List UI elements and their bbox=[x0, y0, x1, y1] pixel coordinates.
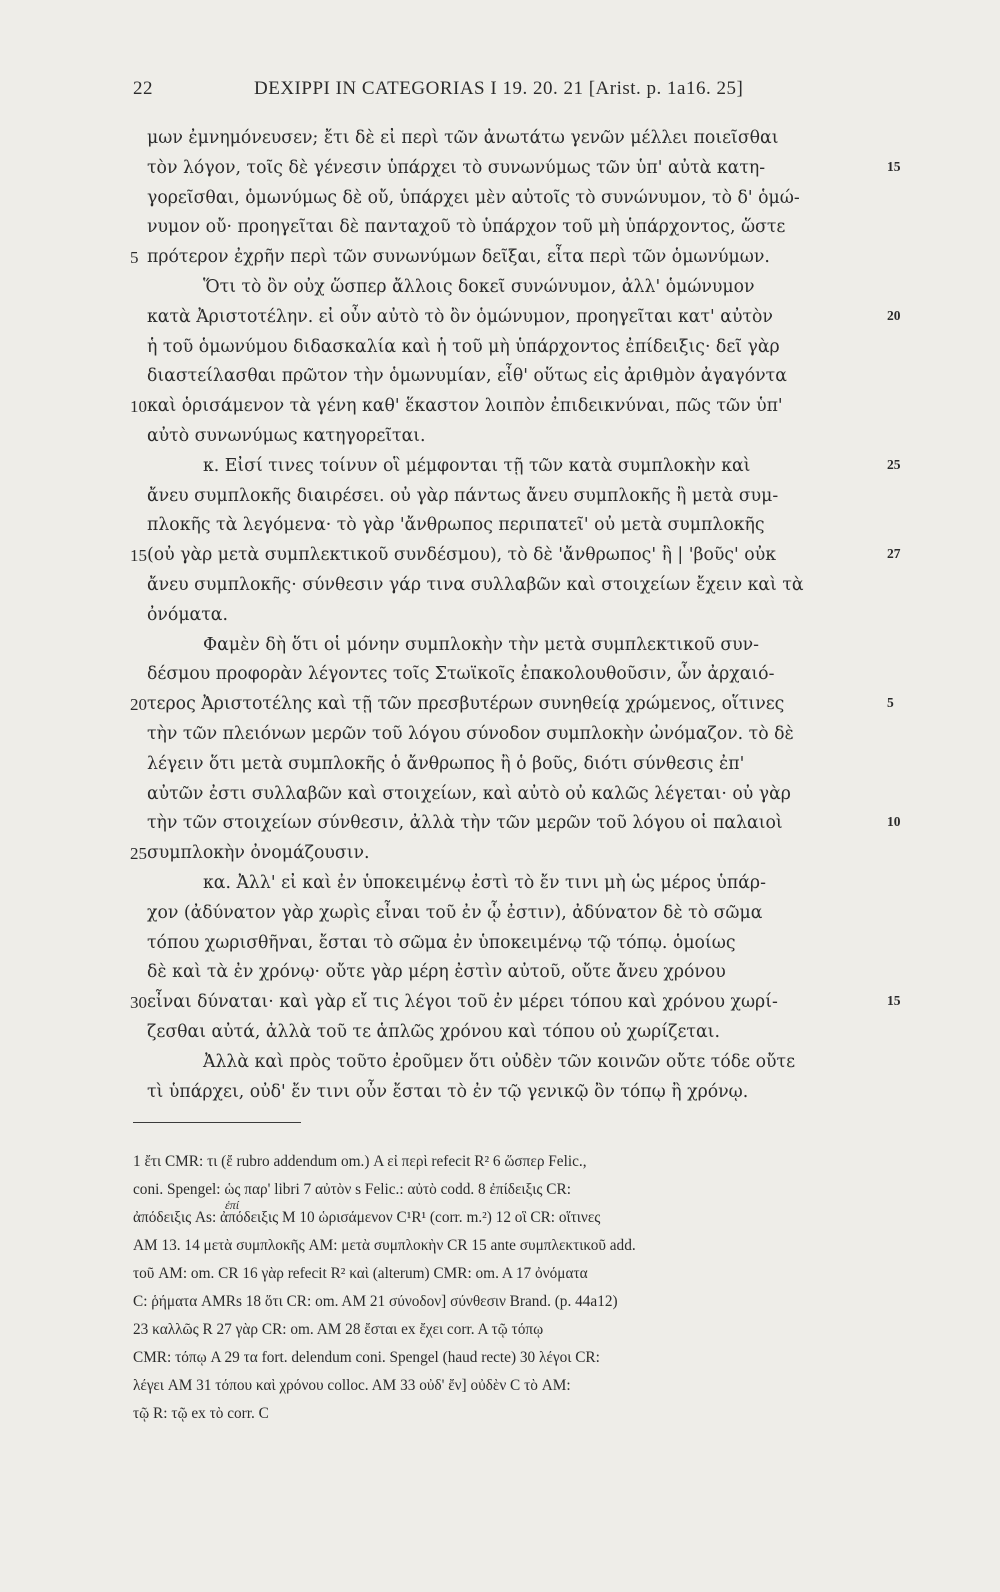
text-line-content: τὴν τῶν πλειόνων μερῶν τοῦ λόγου σύνοδον συμπλοκὴν ὠνόμαζον. τὸ δὲ bbox=[147, 723, 794, 744]
text-line bbox=[130, 541, 901, 571]
line-number-right: 10 bbox=[887, 814, 901, 830]
text-line bbox=[147, 362, 887, 392]
text-line bbox=[147, 720, 887, 750]
text-line-content: ἄνευ συμπλοκῆς· σύνθεσιν γάρ τινα συλλαβῶν καὶ στοιχείων ἔχειν καὶ τὰ bbox=[147, 574, 804, 595]
line-number-right: 25 bbox=[887, 456, 901, 472]
text-line-content: χον (ἀδύνατον γὰρ χωρὶς εἶναι τοῦ ἐν ᾧ ἐστιν), ἀδύνατον δὲ τὸ σῶμα bbox=[147, 902, 763, 923]
apparatus-line bbox=[133, 1316, 913, 1344]
text-line bbox=[147, 1018, 887, 1048]
text-line bbox=[147, 869, 887, 899]
line-number-left: 20 bbox=[130, 695, 147, 715]
apparatus-line bbox=[133, 1204, 913, 1232]
main-text bbox=[130, 124, 901, 1107]
text-line bbox=[147, 750, 887, 780]
text-line-content: δέσμου προφορὰν λέγοντες τοῖς Στωϊκοῖς ἐπακολουθοῦσιν, ὧν ἀρχαιό- bbox=[147, 664, 775, 685]
text-line bbox=[147, 213, 887, 243]
apparatus-line bbox=[133, 1232, 913, 1260]
text-line-content: Φαμὲν δὴ ὅτι οἱ μόνην συμπλοκὴν τὴν μετὰ συμπλεκτικοῦ συν- bbox=[203, 634, 759, 655]
line-number-right: 5 bbox=[887, 695, 894, 711]
text-line-content: συμπλοκὴν ὀνομάζουσιν. bbox=[147, 843, 370, 864]
text-line bbox=[147, 482, 887, 512]
apparatus-line-content: ἀπόδειξις As: ἀπόδειξις M 10 ὡρισάμενον C¹R¹ (corr. m.²) 12 οἳ CR: οἵτινες bbox=[133, 1209, 601, 1226]
apparatus-line bbox=[133, 1344, 913, 1372]
text-line bbox=[147, 601, 887, 631]
text-line bbox=[147, 958, 887, 988]
apparatus-line-content: τοῦ AM: om. CR 16 γὰρ refecit R² καὶ (alterum) CMR: om. A 17 ὀνόματα bbox=[133, 1265, 588, 1282]
text-line bbox=[147, 899, 887, 929]
apparatus-line-content: CMR: τόπῳ A 29 τα fort. delendum coni. Spengel (haud recte) 30 λέγοι CR: bbox=[133, 1349, 600, 1366]
line-number-right: 27 bbox=[887, 546, 901, 562]
line-number-left: 25 bbox=[130, 844, 147, 864]
text-line bbox=[147, 154, 901, 184]
critical-apparatus bbox=[133, 1148, 913, 1428]
text-line-content: κ. Εἰσί τινες τοίνυν οἳ μέμφονται τῇ τῶν κατὰ συμπλοκὴν καὶ bbox=[203, 455, 751, 476]
text-line bbox=[147, 571, 887, 601]
text-line-content: κατὰ Ἀριστοτέλην. εἰ οὖν αὐτὸ τὸ ὂν ὁμώνυμον, προηγεῖται κατ' αὐτὸν bbox=[147, 306, 773, 327]
text-line-content: γορεῖσθαι, ὁμωνύμως δὲ οὔ, ὑπάρχει μὲν αὐτοῖς τὸ συνώνυμον, τὸ δ' ὁμώ- bbox=[147, 187, 800, 208]
text-line-content: τόπου χωρισθῆναι, ἔσται τὸ σῶμα ἐν ὑποκειμένῳ τῷ τόπῳ. ὁμοίως bbox=[147, 932, 736, 953]
text-line bbox=[130, 690, 894, 720]
text-line-content: ζεσθαι αὐτά, ἀλλὰ τοῦ τε ἁπλῶς χρόνου καὶ τόπου οὐ χωρίζεται. bbox=[147, 1021, 720, 1042]
text-line bbox=[147, 303, 901, 333]
running-head: DEXIPPI IN CATEGORIAS I 19. 20. 21 [Arist. p. 1a16. 25] bbox=[254, 78, 744, 99]
line-number-right: 20 bbox=[887, 307, 901, 323]
apparatus-line bbox=[133, 1148, 913, 1176]
text-line-content: νυμον οὔ· προηγεῖται δὲ πανταχοῦ τὸ ὑπάρχον τοῦ μὴ ὑπάρχοντος, ὥστε bbox=[147, 217, 786, 238]
apparatus-line bbox=[133, 1288, 913, 1316]
text-line-content: τὶ ὑπάρχει, οὐδ' ἔν τινι οὖν ἔσται τὸ ἐν τῷ γενικῷ ὂν τόπῳ ἢ χρόνῳ. bbox=[147, 1081, 749, 1102]
page-number: 22 bbox=[133, 78, 153, 99]
text-line-content: λέγειν ὅτι μετὰ συμπλοκῆς ὁ ἄνθρωπος ἢ ὁ βοῦς, διότι σύνθεσις ἐπ' bbox=[147, 753, 745, 774]
text-line bbox=[147, 1078, 887, 1108]
text-line bbox=[147, 422, 887, 452]
text-line-content: τερος Ἀριστοτέλης καὶ τῇ τῶν πρεσβυτέρων συνηθείᾳ χρώμενος, οἵτινες bbox=[147, 694, 785, 715]
apparatus-line bbox=[133, 1260, 913, 1288]
text-line-content: Ὅτι τὸ ὂν οὐχ ὥσπερ ἄλλοις δοκεῖ συνώνυμον, ἀλλ' ὁμώνυμον bbox=[203, 276, 755, 297]
apparatus-superscript-annotation: ἐπί bbox=[225, 1198, 240, 1212]
text-line bbox=[130, 392, 887, 422]
text-line bbox=[130, 839, 887, 869]
text-line bbox=[147, 660, 887, 690]
text-line-content: διαστείλασθαι πρῶτον τὴν ὁμωνυμίαν, εἶθ' οὕτως εἰς ἀριθμὸν ἀγαγόντα bbox=[147, 366, 787, 387]
apparatus-line-content: τῷ R: τῷ ex τὸ corr. C bbox=[133, 1405, 269, 1422]
line-number-left: 10 bbox=[130, 397, 147, 417]
text-line bbox=[147, 780, 887, 810]
text-line bbox=[147, 1048, 887, 1078]
text-line bbox=[147, 333, 887, 363]
text-line bbox=[130, 988, 901, 1018]
text-line-content: μων ἐμνημόνευσεν; ἔτι δὲ εἰ περὶ τῶν ἀνωτάτω γενῶν μέλλει ποιεῖσθαι bbox=[147, 128, 779, 148]
text-line-content: ἄνευ συμπλοκῆς διαιρέσει. οὐ γὰρ πάντως ἄνευ συμπλοκῆς ἢ μετὰ συμ- bbox=[147, 485, 779, 506]
text-line-content: αὐτὸ συνωνύμως κατηγορεῖται. bbox=[147, 425, 426, 446]
apparatus-line bbox=[133, 1176, 913, 1204]
text-line-content: πρότερον ἐχρῆν περὶ τῶν συνωνύμων δεῖξαι, εἶτα περὶ τῶν ὁμωνύμων. bbox=[147, 247, 770, 268]
apparatus-line bbox=[133, 1372, 913, 1400]
apparatus-line-content: C: ῥήματα AMRs 18 ὅτι CR: om. AM 21 σύνοδον] σύνθεσιν Brand. (p. 44a12) bbox=[133, 1293, 618, 1310]
text-line-content: (οὐ γὰρ μετὰ συμπλεκτικοῦ συνδέσμου), τὸ δὲ 'ἄνθρωπος' ἢ | 'βοῦς' οὐκ bbox=[147, 545, 777, 566]
text-line-content: Ἀλλὰ καὶ πρὸς τοῦτο ἐροῦμεν ὅτι οὐδὲν τῶν κοινῶν οὔτε τόδε οὔτε bbox=[203, 1051, 796, 1072]
text-line-content: τὴν τῶν στοιχείων σύνθεσιν, ἀλλὰ τὴν τῶν μερῶν τοῦ λόγου οἱ παλαιοὶ bbox=[147, 813, 783, 834]
line-number-left: 15 bbox=[130, 546, 147, 566]
apparatus-line-content: 23 καλλῶς R 27 γὰρ CR: om. AM 28 ἔσται ex ἔχει corr. A τῷ τόπῳ bbox=[133, 1321, 544, 1338]
text-line bbox=[147, 929, 887, 959]
apparatus-line bbox=[133, 1400, 913, 1428]
text-line bbox=[147, 273, 887, 303]
text-line-content: κα. Ἀλλ' εἰ καὶ ἐν ὑποκειμένῳ ἐστὶ τὸ ἔν τινι μὴ ὡς μέρος ὑπάρ- bbox=[203, 872, 766, 893]
text-line bbox=[147, 631, 887, 661]
footnote-rule bbox=[133, 1122, 301, 1123]
text-line-content: τὸν λόγον, τοῖς δὲ γένεσιν ὑπάρχει τὸ συνωνύμως τῶν ὑπ' αὐτὰ κατη- bbox=[147, 157, 766, 178]
text-line-content: εἶναι δύναται· καὶ γὰρ εἴ τις λέγοι τοῦ ἐν μέρει τόπου καὶ χρόνου χωρί- bbox=[147, 992, 778, 1013]
text-line bbox=[147, 184, 887, 214]
page-header bbox=[133, 78, 823, 108]
text-line-content: αὐτῶν ἐστι συλλαβῶν καὶ στοιχείων, καὶ αὐτὸ οὐ καλῶς λέγεται· οὐ γὰρ bbox=[147, 783, 791, 804]
text-line bbox=[130, 243, 887, 273]
text-line-content: δὲ καὶ τὰ ἐν χρόνῳ· οὔτε γὰρ μέρη ἐστὶν αὐτοῦ, οὔτε ἄνευ χρόνου bbox=[147, 962, 726, 983]
text-line-content: πλοκῆς τὰ λεγόμενα· τὸ γὰρ 'ἄνθρωπος περιπατεῖ' οὐ μετὰ συμπλοκῆς bbox=[147, 515, 765, 536]
line-number-right: 15 bbox=[887, 993, 901, 1009]
text-line bbox=[147, 809, 901, 839]
line-number-right: 15 bbox=[887, 158, 901, 174]
apparatus-line-content: λέγει AM 31 τόπου καὶ χρόνου colloc. AM 33 οὐδ' ἔν] οὐδὲν C τὸ AM: bbox=[133, 1377, 571, 1394]
text-line-content: καὶ ὁρισάμενον τὰ γένη καθ' ἕκαστον λοιπὸν ἐπιδεικνύναι, πῶς τῶν ὑπ' bbox=[147, 396, 783, 417]
text-line bbox=[147, 511, 887, 541]
text-line-content: ὀνόματα. bbox=[147, 604, 228, 625]
apparatus-line-content: coni. Spengel: ὡς παρ' libri 7 αὐτὸν s Felic.: αὐτὸ codd. 8 ἐπίδειξις CR: bbox=[133, 1181, 571, 1198]
line-number-left: 30 bbox=[130, 993, 147, 1013]
apparatus-line-content: 1 ἔτι CMR: τι (ἔ rubro addendum om.) A εἰ περὶ refecit R² 6 ὥσπερ Felic., bbox=[133, 1153, 587, 1170]
text-line bbox=[147, 124, 887, 154]
apparatus-line-content: AM 13. 14 μετὰ συμπλοκῆς AM: μετὰ συμπλοκὴν CR 15 ante συμπλεκτικοῦ add. bbox=[133, 1237, 636, 1254]
text-line-content: ἡ τοῦ ὁμωνύμου διδασκαλία καὶ ἡ τοῦ μὴ ὑπάρχοντος ἐπίδειξις· δεῖ γὰρ bbox=[147, 336, 780, 357]
line-number-left: 5 bbox=[130, 248, 139, 268]
text-line bbox=[147, 452, 901, 482]
